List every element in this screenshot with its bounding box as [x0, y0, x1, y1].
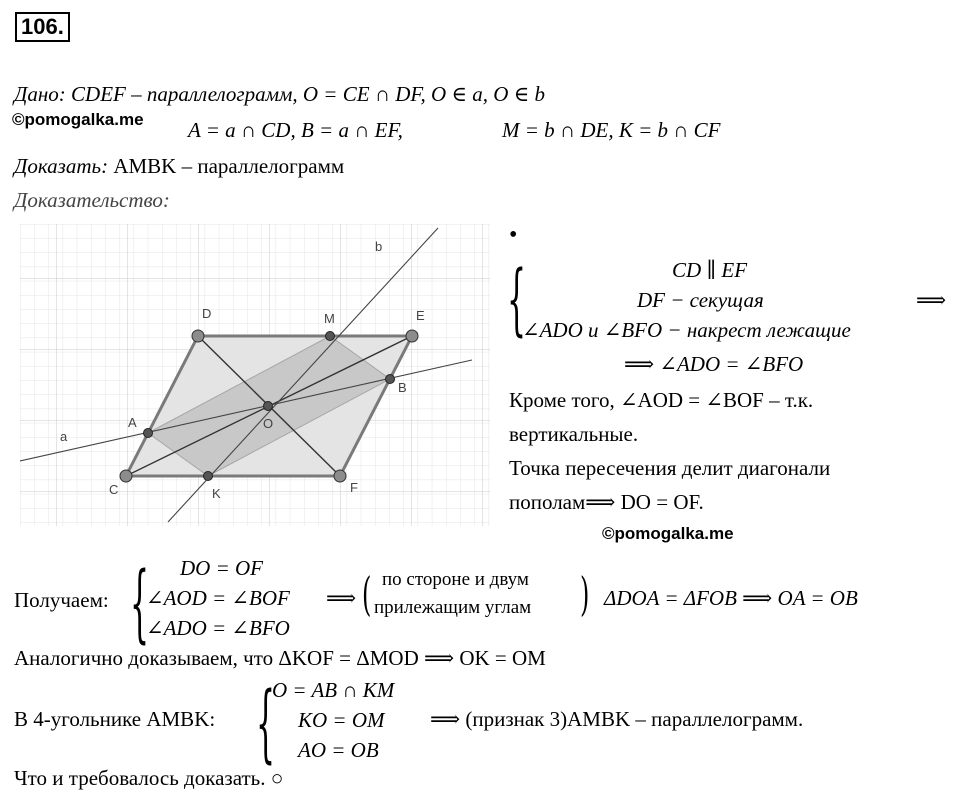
label-b: B — [398, 380, 407, 395]
bullet: • — [509, 222, 518, 248]
prove-text: AMBK – параллелограмм — [108, 154, 345, 178]
get-line-3: ∠ADO = ∠BFO — [146, 616, 290, 640]
point-o — [264, 402, 273, 411]
label-d: D — [202, 306, 212, 321]
right-paragraph-2: вертикальные. — [509, 422, 639, 446]
system-1-line-2: DF − секущая — [637, 288, 764, 312]
label-k: K — [212, 486, 221, 501]
label-e: E — [416, 308, 425, 323]
paren-left: ( — [362, 568, 372, 622]
label-o: O — [263, 416, 274, 431]
label-line-a: a — [60, 429, 68, 444]
label-c: C — [109, 482, 119, 497]
get-line-1: DO = OF — [180, 556, 263, 580]
system-brace-1: { — [507, 256, 527, 347]
label-f: F — [350, 480, 358, 495]
system-1-line-3: ∠ADO и ∠BFO − накрест лежащие — [522, 318, 851, 342]
right-paragraph-1: Кроме того, ∠AOD = ∠BOF – т.к. — [509, 388, 814, 412]
point-m — [326, 332, 335, 341]
quad-label: В 4-угольнике AMBK: — [14, 707, 216, 731]
point-f — [334, 470, 346, 482]
similarly-line: Аналогично доказываем, что ΔKOF = ΔMOD ⟹ OK = OM — [14, 646, 546, 670]
implies-arrow-1: ⟹ — [916, 288, 947, 312]
right-paragraph-3: Точка пересечения делит диагонали — [509, 456, 831, 480]
given-line-2b: M = b ∩ DE, K = b ∩ CF — [502, 118, 721, 142]
get-paren-line-2: прилежащим углам — [374, 597, 532, 618]
quad-line-2: KO = OM — [298, 708, 385, 732]
given-text: : CDEF – параллелограмм, O = CE ∩ DF, O ∈ a, O ∈ b — [58, 82, 545, 106]
get-result: ΔDOA = ΔFOB ⟹ OA = OB — [604, 586, 858, 610]
given-line-1 — [14, 82, 545, 107]
geometry-figure — [20, 224, 490, 526]
given-line-2a: A = a ∩ CD, B = a ∩ EF, — [188, 118, 403, 142]
watermark-middle: ©pomogalka.me — [602, 524, 734, 543]
system-1-line-1: CD ∥ EF — [672, 258, 748, 282]
point-c — [120, 470, 132, 482]
given-label: Дано — [14, 82, 59, 106]
watermark-top: ©pomogalka.me — [12, 110, 144, 129]
proof-label: Доказательство: — [14, 188, 170, 212]
right-paragraph-4: пополам⟹ DO = OF. — [509, 490, 704, 514]
system-brace-2: { — [130, 556, 150, 654]
point-k — [204, 472, 213, 481]
point-d — [192, 330, 204, 342]
get-line-2: ∠AOD = ∠BOF — [146, 586, 290, 610]
label-line-b: b — [375, 239, 383, 254]
label-a: A — [128, 415, 137, 430]
point-a — [144, 429, 153, 438]
system-brace-3: { — [256, 676, 276, 774]
quad-result: ⟹ (признак 3)AMBK – параллелограмм. — [430, 707, 804, 731]
qed-line: Что и требовалось доказать. ○ — [14, 766, 284, 790]
point-e — [406, 330, 418, 342]
quad-line-3: AO = OB — [298, 738, 379, 762]
label-m: M — [324, 311, 335, 326]
get-arrow: ⟹ — [326, 586, 357, 610]
quad-line-1: O = AB ∩ KM — [272, 678, 395, 702]
prove-line — [14, 154, 344, 179]
prove-label: Доказать: — [14, 154, 109, 178]
paren-right: ) — [580, 568, 590, 622]
get-paren-line-1: по стороне и двум — [382, 569, 529, 590]
point-b — [386, 375, 395, 384]
get-label: Получаем: — [14, 588, 109, 612]
system-1-result: ⟹ ∠ADO = ∠BFO — [624, 352, 804, 376]
problem-number: 106. — [15, 12, 70, 42]
